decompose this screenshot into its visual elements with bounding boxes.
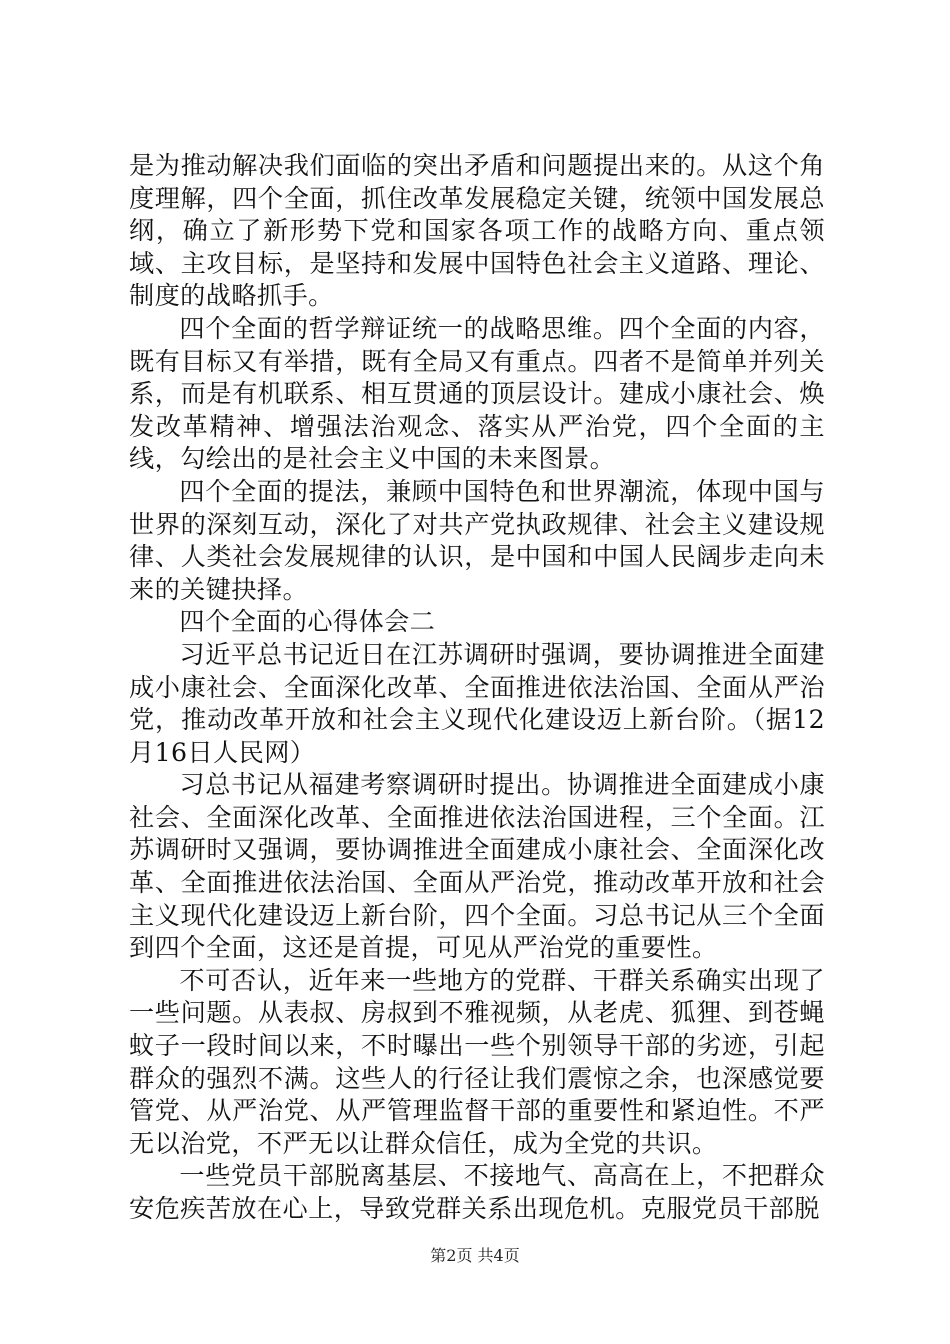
paragraph-8: 一些党员干部脱离基层、不接地气、高高在上，不把群众安危疾苦放在心上，导致党群关系出现危机。克服党员干部脱 — [129, 1161, 825, 1223]
document-body — [129, 150, 825, 1226]
paragraph-7: 不可否认，近年来一些地方的党群、干群关系确实出现了一些问题。从表叔、房叔到不雅视频，从老虎、狐狸、到苍蝇蚊子一段时间以来，不时曝出一些个别领导干部的劣迹，引起群众的强烈不满。这些人的行径让我们震惊之余，也深感觉要管党、从严治党、从严管理监督干部的重要性和紧迫性。不严无以治党，不严无以让群众信任，成为全党的共识。 — [129, 965, 825, 1158]
section-heading: 四个全面的心得体会二 — [179, 607, 436, 637]
paragraph-5: 习近平总书记近日在江苏调研时强调，要协调推进全面建成小康社会、全面深化改革、全面推进依法治国、全面从严治党，推动改革开放和社会主义现代化建设迈上新台阶。（据12月16日人民网） — [129, 639, 825, 767]
paragraph-3: 四个全面的提法，兼顾中国特色和世界潮流，体现中国与世界的深刻互动，深化了对共产党执政规律、社会主义建设规律、人类社会发展规律的认识，是中国和中国人民阔步走向未来的关键抉择。 — [129, 476, 825, 604]
paragraph-1: 是为推动解决我们面临的突出矛盾和问题提出来的。从这个角度理解，四个全面，抓住改革发展稳定关键，统领中国发展总纲，确立了新形势下党和国家各项工作的战略方向、重点领域、主攻目标，是坚持和发展中国特色社会主义道路、理论、制度的战略抓手。 — [129, 151, 825, 311]
page-footer: 第2页 共4页 — [430, 1246, 520, 1265]
paragraph-6: 习总书记从福建考察调研时提出。协调推进全面建成小康社会、全面深化改革、全面推进依法治国进程，三个全面。江苏调研时又强调，要协调推进全面建成小康社会、全面深化改革、全面推进依法治国、全面从严治党，推动改革开放和社会主义现代化建设迈上新台阶，四个全面。习总书记从三个全面到四个全面，这还是首提，可见从严治党的重要性。 — [129, 770, 825, 963]
paragraph-2: 四个全面的哲学辩证统一的战略思维。四个全面的内容，既有目标又有举措，既有全局又有重点。四者不是简单并列关系，而是有机联系、相互贯通的顶层设计。建成小康社会、焕发改革精神、增强法治观念、落实从严治党，四个全面的主线，勾绘出的是社会主义中国的未来图景。 — [129, 313, 825, 474]
